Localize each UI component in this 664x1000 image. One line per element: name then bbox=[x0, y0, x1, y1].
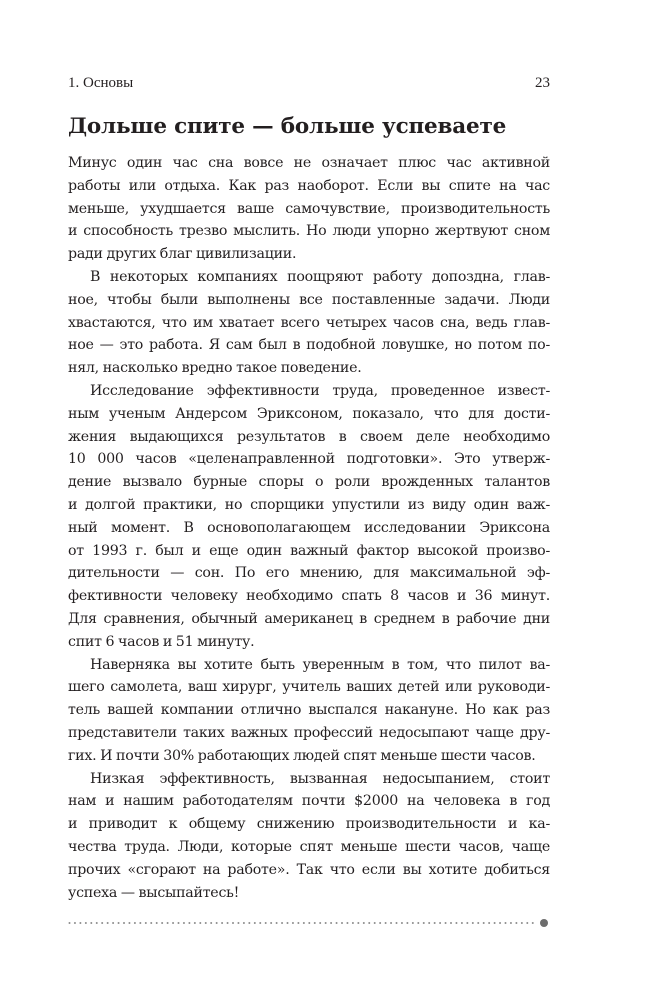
text-line: Исследование эффективности труда, проведенное извест- bbox=[90, 382, 550, 399]
divider-dot bbox=[308, 922, 310, 924]
text-line: Низкая эффективность, вызванная недосыпанием, стоит bbox=[90, 770, 550, 787]
divider-dot bbox=[210, 922, 212, 924]
divider-dot bbox=[79, 922, 81, 924]
text-line: меньше, ухудшается ваше самочувствие, производительность bbox=[68, 200, 550, 217]
divider-dot bbox=[297, 922, 299, 924]
divider-dot bbox=[259, 922, 261, 924]
divider-dot bbox=[74, 922, 76, 924]
divider-dot bbox=[139, 922, 141, 924]
divider-dot bbox=[292, 922, 294, 924]
divider-dot bbox=[303, 922, 305, 924]
text-line: и способность трезво мыслить. Но люди упорно жертвуют сном bbox=[68, 223, 550, 240]
divider-dot bbox=[445, 922, 447, 924]
paragraph bbox=[68, 152, 550, 266]
divider-dot bbox=[461, 922, 463, 924]
paragraph bbox=[68, 654, 550, 768]
divider-dot bbox=[118, 922, 120, 924]
divider-dot bbox=[237, 922, 239, 924]
divider-dot bbox=[276, 922, 278, 924]
divider-dot bbox=[472, 922, 474, 924]
divider-dot bbox=[227, 922, 229, 924]
text-line: ное, чтобы были выполнены все поставленные задачи. Люди bbox=[68, 291, 550, 308]
divider-dot bbox=[434, 922, 436, 924]
divider-dot bbox=[69, 922, 71, 924]
divider-dot bbox=[167, 922, 169, 924]
divider-dot bbox=[477, 922, 479, 924]
divider-dot bbox=[336, 922, 338, 924]
divider-dot bbox=[483, 922, 485, 924]
text-line: фективности человеку необходимо спать 8 часов и 36 минут. bbox=[68, 588, 550, 605]
divider-dot bbox=[270, 922, 272, 924]
divider-dot bbox=[532, 922, 534, 924]
divider-dot bbox=[401, 922, 403, 924]
divider-dot bbox=[390, 922, 392, 924]
text-line: дительности — сон. По его мнению, для максимальной эф- bbox=[68, 565, 550, 582]
divider-dot bbox=[145, 922, 147, 924]
text-line: прочих «сгорают на работе». Так что если вы хотите добиться bbox=[68, 861, 550, 878]
divider-dot bbox=[505, 922, 507, 924]
text-line: Наверняка вы хотите быть уверенным в том, что пилот ва- bbox=[90, 656, 550, 673]
text-line: 10 000 часов «целенаправленной подготовки». Это утверж- bbox=[68, 451, 550, 468]
divider-dot bbox=[183, 922, 185, 924]
text-line: ное — это работа. Я сам был в подобной ловушке, но потом по- bbox=[68, 337, 550, 354]
divider-dot bbox=[123, 922, 125, 924]
divider-dot bbox=[319, 922, 321, 924]
divider-dot bbox=[363, 922, 365, 924]
body-text bbox=[68, 152, 550, 904]
divider-dot bbox=[428, 922, 430, 924]
divider-dot bbox=[156, 922, 158, 924]
divider-dot bbox=[134, 922, 136, 924]
divider-dot bbox=[526, 922, 528, 924]
text-line: ради других благ цивилизации. bbox=[68, 246, 297, 263]
divider-dot bbox=[314, 922, 316, 924]
divider-dot bbox=[494, 922, 496, 924]
divider-dot bbox=[466, 922, 468, 924]
divider-dot bbox=[450, 922, 452, 924]
divider-dot bbox=[96, 922, 98, 924]
divider-dot bbox=[265, 922, 267, 924]
divider-dot bbox=[346, 922, 348, 924]
divider-dot bbox=[412, 922, 414, 924]
divider-dot bbox=[216, 922, 218, 924]
text-line: нял, насколько вредно такое поведение. bbox=[68, 360, 362, 377]
text-line: тель вашей компании отлично выспался накануне. Но как раз bbox=[68, 702, 550, 719]
divider-dot bbox=[243, 922, 245, 924]
text-line: нам и нашим работодателям почти $2000 на человека в год bbox=[68, 793, 550, 810]
divider-dot bbox=[341, 922, 343, 924]
divider-dot bbox=[396, 922, 398, 924]
text-line: от 1993 г. был и еще один важный фактор высокой произво- bbox=[68, 542, 550, 559]
text-line: хвастаются, что им хватает всего четырех часов сна, ведь глав- bbox=[68, 314, 550, 331]
divider-dot bbox=[199, 922, 201, 924]
text-line: жения выдающихся результатов в своем деле необходимо bbox=[68, 428, 550, 445]
divider-dot bbox=[521, 922, 523, 924]
divider-dot bbox=[90, 922, 92, 924]
text-line: ным ученым Андерсом Эриксоном, показало, что для дости- bbox=[68, 405, 550, 422]
divider-end-dot bbox=[540, 919, 548, 927]
divider-dot bbox=[510, 922, 512, 924]
divider-dot bbox=[417, 922, 419, 924]
divider-dot bbox=[281, 922, 283, 924]
divider-dot bbox=[188, 922, 190, 924]
divider-dot bbox=[406, 922, 408, 924]
divider-dot bbox=[368, 922, 370, 924]
text-line: успеха — высыпайтесь! bbox=[68, 884, 240, 901]
divider-dot bbox=[515, 922, 517, 924]
text-line: Для сравнения, обычный американец в среднем в рабочие дни bbox=[68, 610, 550, 627]
paragraph bbox=[68, 380, 550, 654]
chapter-title: 1. Основы bbox=[68, 75, 134, 91]
divider-dot bbox=[85, 922, 87, 924]
running-head bbox=[68, 75, 550, 95]
divider-dot bbox=[194, 922, 196, 924]
text-line: и приводит к общему снижению производительности и ка- bbox=[68, 816, 550, 833]
divider-dot bbox=[455, 922, 457, 924]
divider-dot bbox=[150, 922, 152, 924]
divider-dot bbox=[385, 922, 387, 924]
divider-dot bbox=[374, 922, 376, 924]
divider-dot bbox=[178, 922, 180, 924]
text-line: ный момент. В основополагающем исследовании Эриксона bbox=[68, 519, 550, 536]
text-line: чества труда. Люди, которые спят меньше шести часов, чаще bbox=[68, 838, 550, 855]
text-line: спит 6 часов и 51 минуту. bbox=[68, 633, 255, 650]
divider-dot bbox=[248, 922, 250, 924]
divider-dot bbox=[499, 922, 501, 924]
divider-dot bbox=[128, 922, 130, 924]
divider-dot bbox=[287, 922, 289, 924]
divider-dot bbox=[488, 922, 490, 924]
divider-dot bbox=[330, 922, 332, 924]
divider-dot bbox=[357, 922, 359, 924]
divider-dot bbox=[254, 922, 256, 924]
text-line: дение вызвало бурные споры о роли врожденных талантов bbox=[68, 474, 550, 491]
divider-dot bbox=[107, 922, 109, 924]
text-line: В некоторых компаниях поощряют работу допоздна, глав- bbox=[90, 268, 550, 285]
page-number: 23 bbox=[535, 75, 550, 91]
dotted-divider bbox=[68, 918, 550, 928]
divider-dot bbox=[161, 922, 163, 924]
text-line: Минус один час сна вовсе не означает плюс час активной bbox=[68, 155, 550, 171]
section-heading: Дольше спите — больше успеваете bbox=[68, 114, 507, 139]
divider-dot bbox=[101, 922, 103, 924]
paragraph bbox=[68, 266, 550, 380]
text-line: шего самолета, ваш хирург, учитель ваших детей или руководи- bbox=[68, 679, 550, 696]
divider-dot bbox=[325, 922, 327, 924]
text-line: гих. И почти 30% работающих людей спят меньше шести часов. bbox=[68, 747, 536, 764]
text-line: работы или отдыха. Как раз наоборот. Если вы спите на час bbox=[68, 177, 550, 194]
text-line: представители таких важных профессий недосыпают чаще дру- bbox=[68, 724, 550, 741]
divider-dots bbox=[69, 922, 534, 924]
divider-dot bbox=[112, 922, 114, 924]
divider-dot bbox=[352, 922, 354, 924]
divider-dot bbox=[423, 922, 425, 924]
divider-dot bbox=[221, 922, 223, 924]
divider-dot bbox=[379, 922, 381, 924]
text-line: и долгой практики, но спорщики упустили из виду один важ- bbox=[68, 496, 550, 513]
divider-dot bbox=[232, 922, 234, 924]
divider-dot bbox=[439, 922, 441, 924]
divider-dot bbox=[205, 922, 207, 924]
divider-dot bbox=[172, 922, 174, 924]
paragraph bbox=[68, 768, 550, 905]
